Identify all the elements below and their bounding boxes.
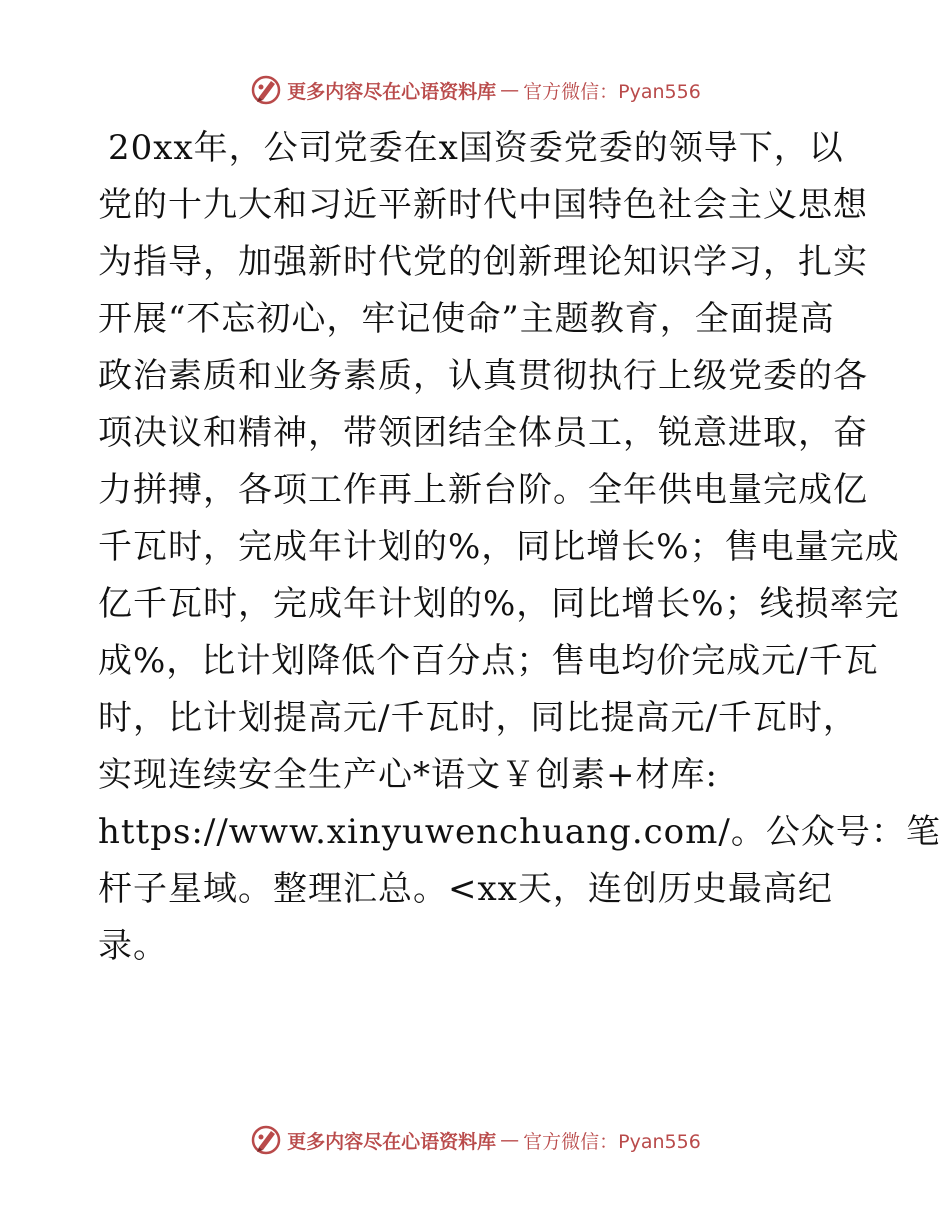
banner-wechat-account: 官方微信：Pyan556 — [523, 80, 701, 103]
text-line: 亿千瓦时，完成年计划的%，同比增长%；线损率完 — [98, 584, 900, 624]
text-line: 录。 — [98, 926, 168, 966]
footer-banner-inner — [249, 1123, 701, 1157]
banner-title: 更多内容尽在心语资料库 — [287, 1130, 497, 1153]
text-line: 时，比计划提高元/千瓦时，同比提高元/千瓦时， — [98, 698, 858, 738]
text-line: 千瓦时，完成年计划的%，同比增长%；售电量完成 — [98, 527, 900, 567]
text-line: 实现连续安全生产心*语文￥创素+材库: — [98, 755, 718, 795]
text-line: 杆子星域。整理汇总。<xx天，连创历史最高纪 — [98, 869, 833, 909]
document-body — [98, 120, 941, 975]
banner-title: 更多内容尽在心语资料库 — [287, 80, 497, 103]
banner-separator: — — [500, 1129, 520, 1151]
header-banner-inner — [249, 73, 701, 107]
text-line: 项决议和精神，带领团结全体员工，锐意进取，奋 — [98, 413, 868, 453]
url-text-line: https://www.xinyuwenchuang.com/。公众号：笔 — [98, 812, 941, 852]
text-line: 政治素质和业务素质，认真贯彻执行上级党委的各 — [98, 356, 868, 396]
pen-logo-icon — [249, 1123, 283, 1157]
text-line: 力拼搏，各项工作再上新台阶。全年供电量完成亿 — [98, 470, 868, 510]
text-line: 成%，比计划降低个百分点；售电均价完成元/千瓦 — [98, 641, 879, 681]
text-line: 党的十九大和习近平新时代中国特色社会主义思想 — [98, 185, 868, 225]
text-line: 为指导，加强新时代党的创新理论知识学习，扎实 — [98, 242, 868, 282]
header-banner — [0, 70, 950, 110]
pen-logo-icon — [249, 73, 283, 107]
banner-wechat-account: 官方微信：Pyan556 — [523, 1130, 701, 1153]
text-line: 20xx年，公司党委在x国资委党委的领导下，以 — [108, 128, 844, 168]
footer-banner — [0, 1120, 950, 1160]
text-line: 开展“不忘初心，牢记使命”主题教育，全面提高 — [98, 299, 835, 339]
banner-separator: — — [500, 79, 520, 101]
